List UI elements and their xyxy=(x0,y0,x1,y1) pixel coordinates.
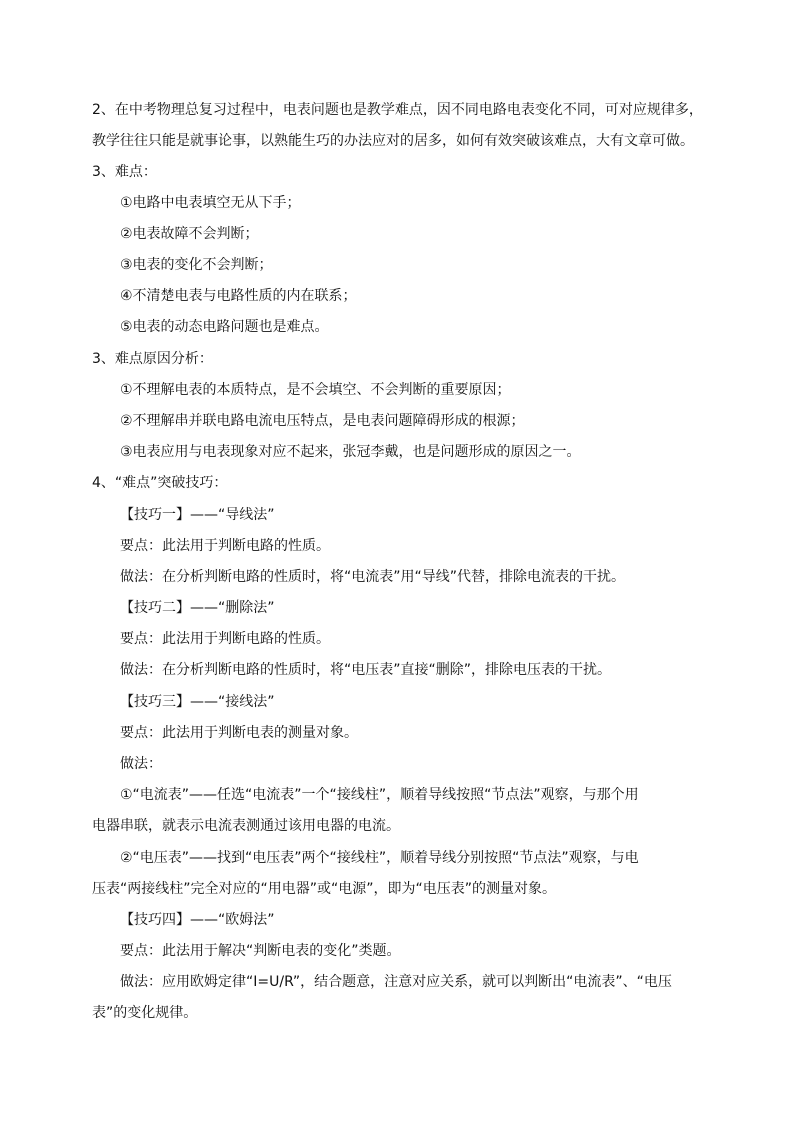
technique-3-ammeter-line-2: 电器串联，就表示电流表测通过该用电器的电流。 xyxy=(92,818,400,834)
difficulty-item-5: ⑤电表的动态电路问题也是难点。 xyxy=(120,319,329,335)
heading-cause-analysis: 3、难点原因分析： xyxy=(92,351,213,367)
difficulty-item-4: ④不清楚电表与电路性质的内在联系； xyxy=(120,288,357,304)
technique-4-title: 【技巧四】——“欧姆法” xyxy=(120,912,275,928)
cause-item-3: ③电表应用与电表现象对应不起来，张冠李戴，也是问题形成的原因之一。 xyxy=(120,444,581,460)
technique-4-method-line-2: 表”的变化规律。 xyxy=(92,1005,198,1021)
technique-3-method-label: 做法： xyxy=(120,756,162,772)
technique-3-voltmeter-line-2: 压表“两接线柱”完全对应的“用电器”或“电源”，即为“电压表”的测量对象。 xyxy=(92,881,557,897)
difficulty-item-1: ①电路中电表填空无从下手； xyxy=(120,195,301,211)
technique-3-title: 【技巧三】——“接线法” xyxy=(120,694,275,710)
cause-item-2: ②不理解串并联电路电流电压特点，是电表问题障碍形成的根源； xyxy=(120,413,525,429)
technique-2-method: 做法：在分析判断电路的性质时，将“电压表”直接“删除”，排除电压表的干扰。 xyxy=(120,662,612,678)
cause-item-1: ①不理解电表的本质特点，是不会填空、不会判断的重要原因； xyxy=(120,382,511,398)
technique-3-ammeter-line-1: ①“电流表”——任选“电流表”一个“接线柱”，顺着导线按照“节点法”观察，与那个用 xyxy=(120,787,639,803)
heading-techniques: 4、“难点”突破技巧： xyxy=(92,475,228,491)
technique-4-method-line-1: 做法：应用欧姆定律“I=U/R”，结合题意，注意对应关系，就可以判断出“电流表”、“电压 xyxy=(120,974,672,990)
technique-2-title: 【技巧二】——“删除法” xyxy=(120,600,275,616)
heading-difficulties: 3、难点： xyxy=(92,164,157,180)
technique-2-point: 要点：此法用于判断电路的性质。 xyxy=(120,631,330,647)
difficulty-item-2: ②电表故障不会判断； xyxy=(120,226,259,242)
technique-3-point: 要点：此法用于判断电表的测量对象。 xyxy=(120,725,358,741)
technique-1-method: 做法：在分析判断电路的性质时，将“电流表”用“导线”代替，排除电流表的干扰。 xyxy=(120,569,626,585)
technique-1-title: 【技巧一】——“导线法” xyxy=(120,507,275,523)
technique-4-point: 要点：此法用于解决“判断电表的变化”类题。 xyxy=(120,943,401,959)
technique-3-voltmeter-line-1: ②“电压表”——找到“电压表”两个“接线柱”，顺着导线分别按照“节点法”观察，与电 xyxy=(120,850,639,866)
technique-1-point: 要点：此法用于判断电路的性质。 xyxy=(120,538,330,554)
paragraph-2-line-2: 教学往往只能是就事论事，以熟能生巧的办法应对的居多，如何有效突破该难点，大有文章可做。 xyxy=(92,133,694,149)
paragraph-2-line-1: 2、在中考物理总复习过程中，电表问题也是教学难点，因不同电路电表变化不同，可对应规律多， xyxy=(92,102,703,118)
difficulty-item-3: ③电表的变化不会判断； xyxy=(120,257,273,273)
